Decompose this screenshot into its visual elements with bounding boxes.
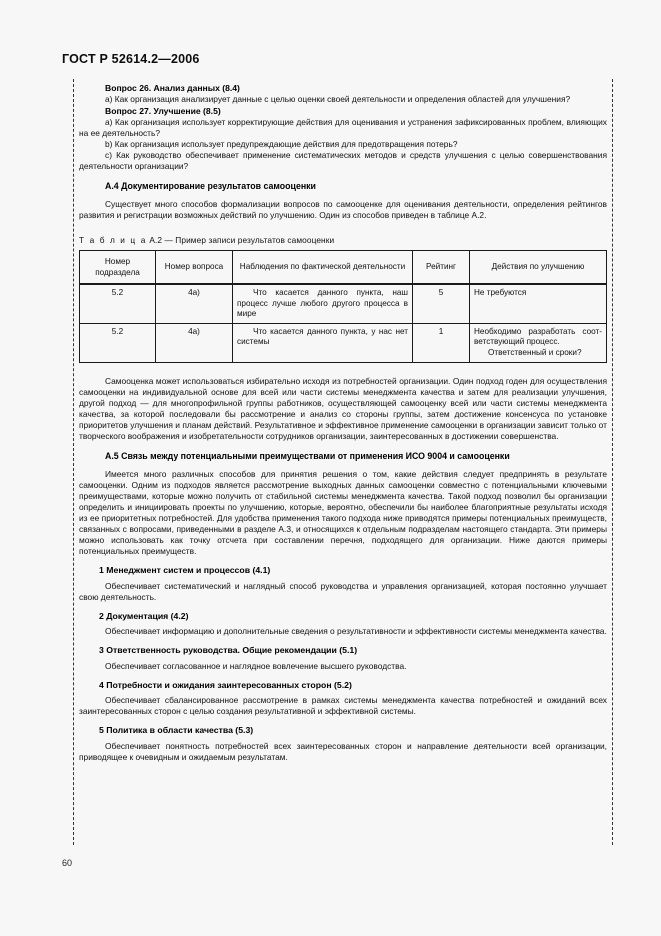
document-body	[79, 83, 607, 763]
question-26-item-a: a) Как организация анализирует данные с целью оценки своей деятельности и определения областей для улучшения?	[105, 94, 571, 105]
table-a2-caption	[79, 235, 607, 245]
benefit-1-heading: 1 Менеджмент систем и процессов (4.1)	[99, 565, 271, 576]
cell-action-main: Необходимо разработать соответствующий процесс.	[474, 326, 602, 347]
spacer	[79, 363, 607, 376]
table-a2-self-assessment-records	[79, 250, 607, 363]
column-header-question: Номер вопроса	[156, 250, 233, 284]
column-header-action: Действия по улучшению	[470, 250, 607, 284]
question-27-item-b: b) Как организация использует предупреждающие действия для предотвращения потерь?	[105, 139, 458, 150]
table-caption-prefix: Т а б л и ц а	[79, 234, 147, 245]
table-header-row	[80, 250, 607, 284]
table-row	[80, 284, 607, 323]
column-header-observation: Наблюдения по фактической деятельности	[233, 250, 413, 284]
cell-observation: Что касается данного пункта, наш процесс лучше любого другого процесса в мире	[233, 284, 413, 323]
benefit-2-heading: 2 Документация (4.2)	[99, 610, 189, 621]
after-table-paragraph: Самооценка может использоваться избирательно исходя из потребностей организации. Один подход годен для осуществления самооценки на индивидуальной основе для всей или части системы менеджмента качества и затем для реализации улучшения, другой подход — для многопрофильной группы работников, осуществляющей самооценку всей или части системы менеджмента качества, за которой последовали бы рассмотрение и анализ со стороны группы, затем достижение консенсуса по установке приоритетов улучшения и планам действий. Результативное и эффективное применение самооценки в организации зависит только от творческого воображения и изобретательности сотрудников организации, заинтересованных в достижении совершенства.	[79, 375, 607, 441]
section-a4-paragraph: Существует много способов формализации вопросов по самооценке для оценивания деятельности, определения рейтингов развития и регистрации возможных действий по улучшению. Один из способов приведен в таблице А.2.	[79, 198, 607, 220]
section-a4-heading: А.4 Документирование результатов самооценки	[105, 181, 316, 192]
question-27-item-c: c) Как руководство обеспечивает применение систематических методов и средств улучшения с целью совершенствования деятельности организации?	[79, 150, 607, 172]
cell-action	[470, 323, 607, 362]
column-header-subsection: Номер подраздела	[80, 250, 156, 284]
question-27-heading: Вопрос 27. Улучшение (8.5)	[105, 105, 221, 116]
benefit-2-text: Обеспечивает информацию и дополнительные сведения о результативности и эффективности системы менеджмента качества.	[105, 626, 607, 637]
benefit-3-heading: 3 Ответственность руководства. Общие рекомендации (5.1)	[99, 645, 358, 656]
cell-question: 4a)	[156, 323, 233, 362]
cell-subsection: 5.2	[80, 323, 156, 362]
benefit-4-heading: 4 Потребности и ожидания заинтересованных сторон (5.2)	[99, 679, 352, 690]
benefit-3-text: Обеспечивает согласованное и наглядное вовлечение высшего руководства.	[105, 660, 407, 671]
column-header-rating: Рейтинг	[413, 250, 470, 284]
benefit-4-text: Обеспечивает сбалансированное рассмотрение в рамках системы менеджмента качества потребностей и ожиданий всех заинтересованных сторон с целью создания результативной и эффективной системы.	[79, 695, 607, 717]
cell-action: Не требуются	[470, 284, 607, 323]
cell-rating: 1	[413, 323, 470, 362]
table-caption-rest: А.2 — Пример записи результатов самооценки	[149, 234, 335, 245]
benefit-5-heading: 5 Политика в области качества (5.3)	[99, 725, 254, 736]
standard-header: ГОСТ Р 52614.2—2006	[62, 52, 200, 66]
cell-question: 4a)	[156, 284, 233, 323]
page-number: 60	[62, 858, 73, 868]
benefit-1-text: Обеспечивает систематический и наглядный способ руководства и управления организацией, которая постоянно улучшает свою деятельность.	[79, 580, 607, 602]
benefit-5-text: Обеспечивает понятность потребностей всех заинтересованных сторон и направление деятельности всей организации, приводящее к очевидным и ожидаемым результатам.	[79, 740, 607, 762]
cell-subsection: 5.2	[80, 284, 156, 323]
question-27-item-a: a) Как организация использует корректирующие действия для оценивания и устранения зафиксированных проблем, влияющих на ее деятельность?	[79, 116, 607, 138]
cell-rating: 5	[413, 284, 470, 323]
section-a5-heading: А.5 Связь между потенциальными преимуществами от применения ИСО 9004 и самооценки	[105, 451, 510, 462]
table-row	[80, 323, 607, 362]
cell-action-responsible: Ответственный и сроки?	[488, 347, 582, 357]
question-26-heading: Вопрос 26. Анализ данных (8.4)	[105, 83, 240, 93]
cell-observation: Что касается данного пункта, у нас нет системы	[233, 323, 413, 362]
section-a5-paragraph: Имеется много различных способов для принятия решения о том, какие действия следует предпринять в результате самооценки. Одним из подходов является рассмотрение выходных данных самооценки совместно с потенциальными ключевыми преимуществами, которые можно получить от стабильной системы менеджмента качества. Такой подход позволил бы организации определить и инициировать проекты по улучшению, которые, вероятно, обеспечили бы наиболее благоприятные результаты исходя из ее приоритетных потребностей. Для удобства применения такого подхода ниже приводятся примеры потенциальных преимуществ, связанных с вопросами, приведенными в разделе А.3, и относящихся к отдельным подразделам настоящего стандарта. Эти примеры можно использовать как точку отсчета при составлении перечня, подходящего для организации. Ниже даются примеры потенциальных преимуществ.	[79, 468, 607, 557]
